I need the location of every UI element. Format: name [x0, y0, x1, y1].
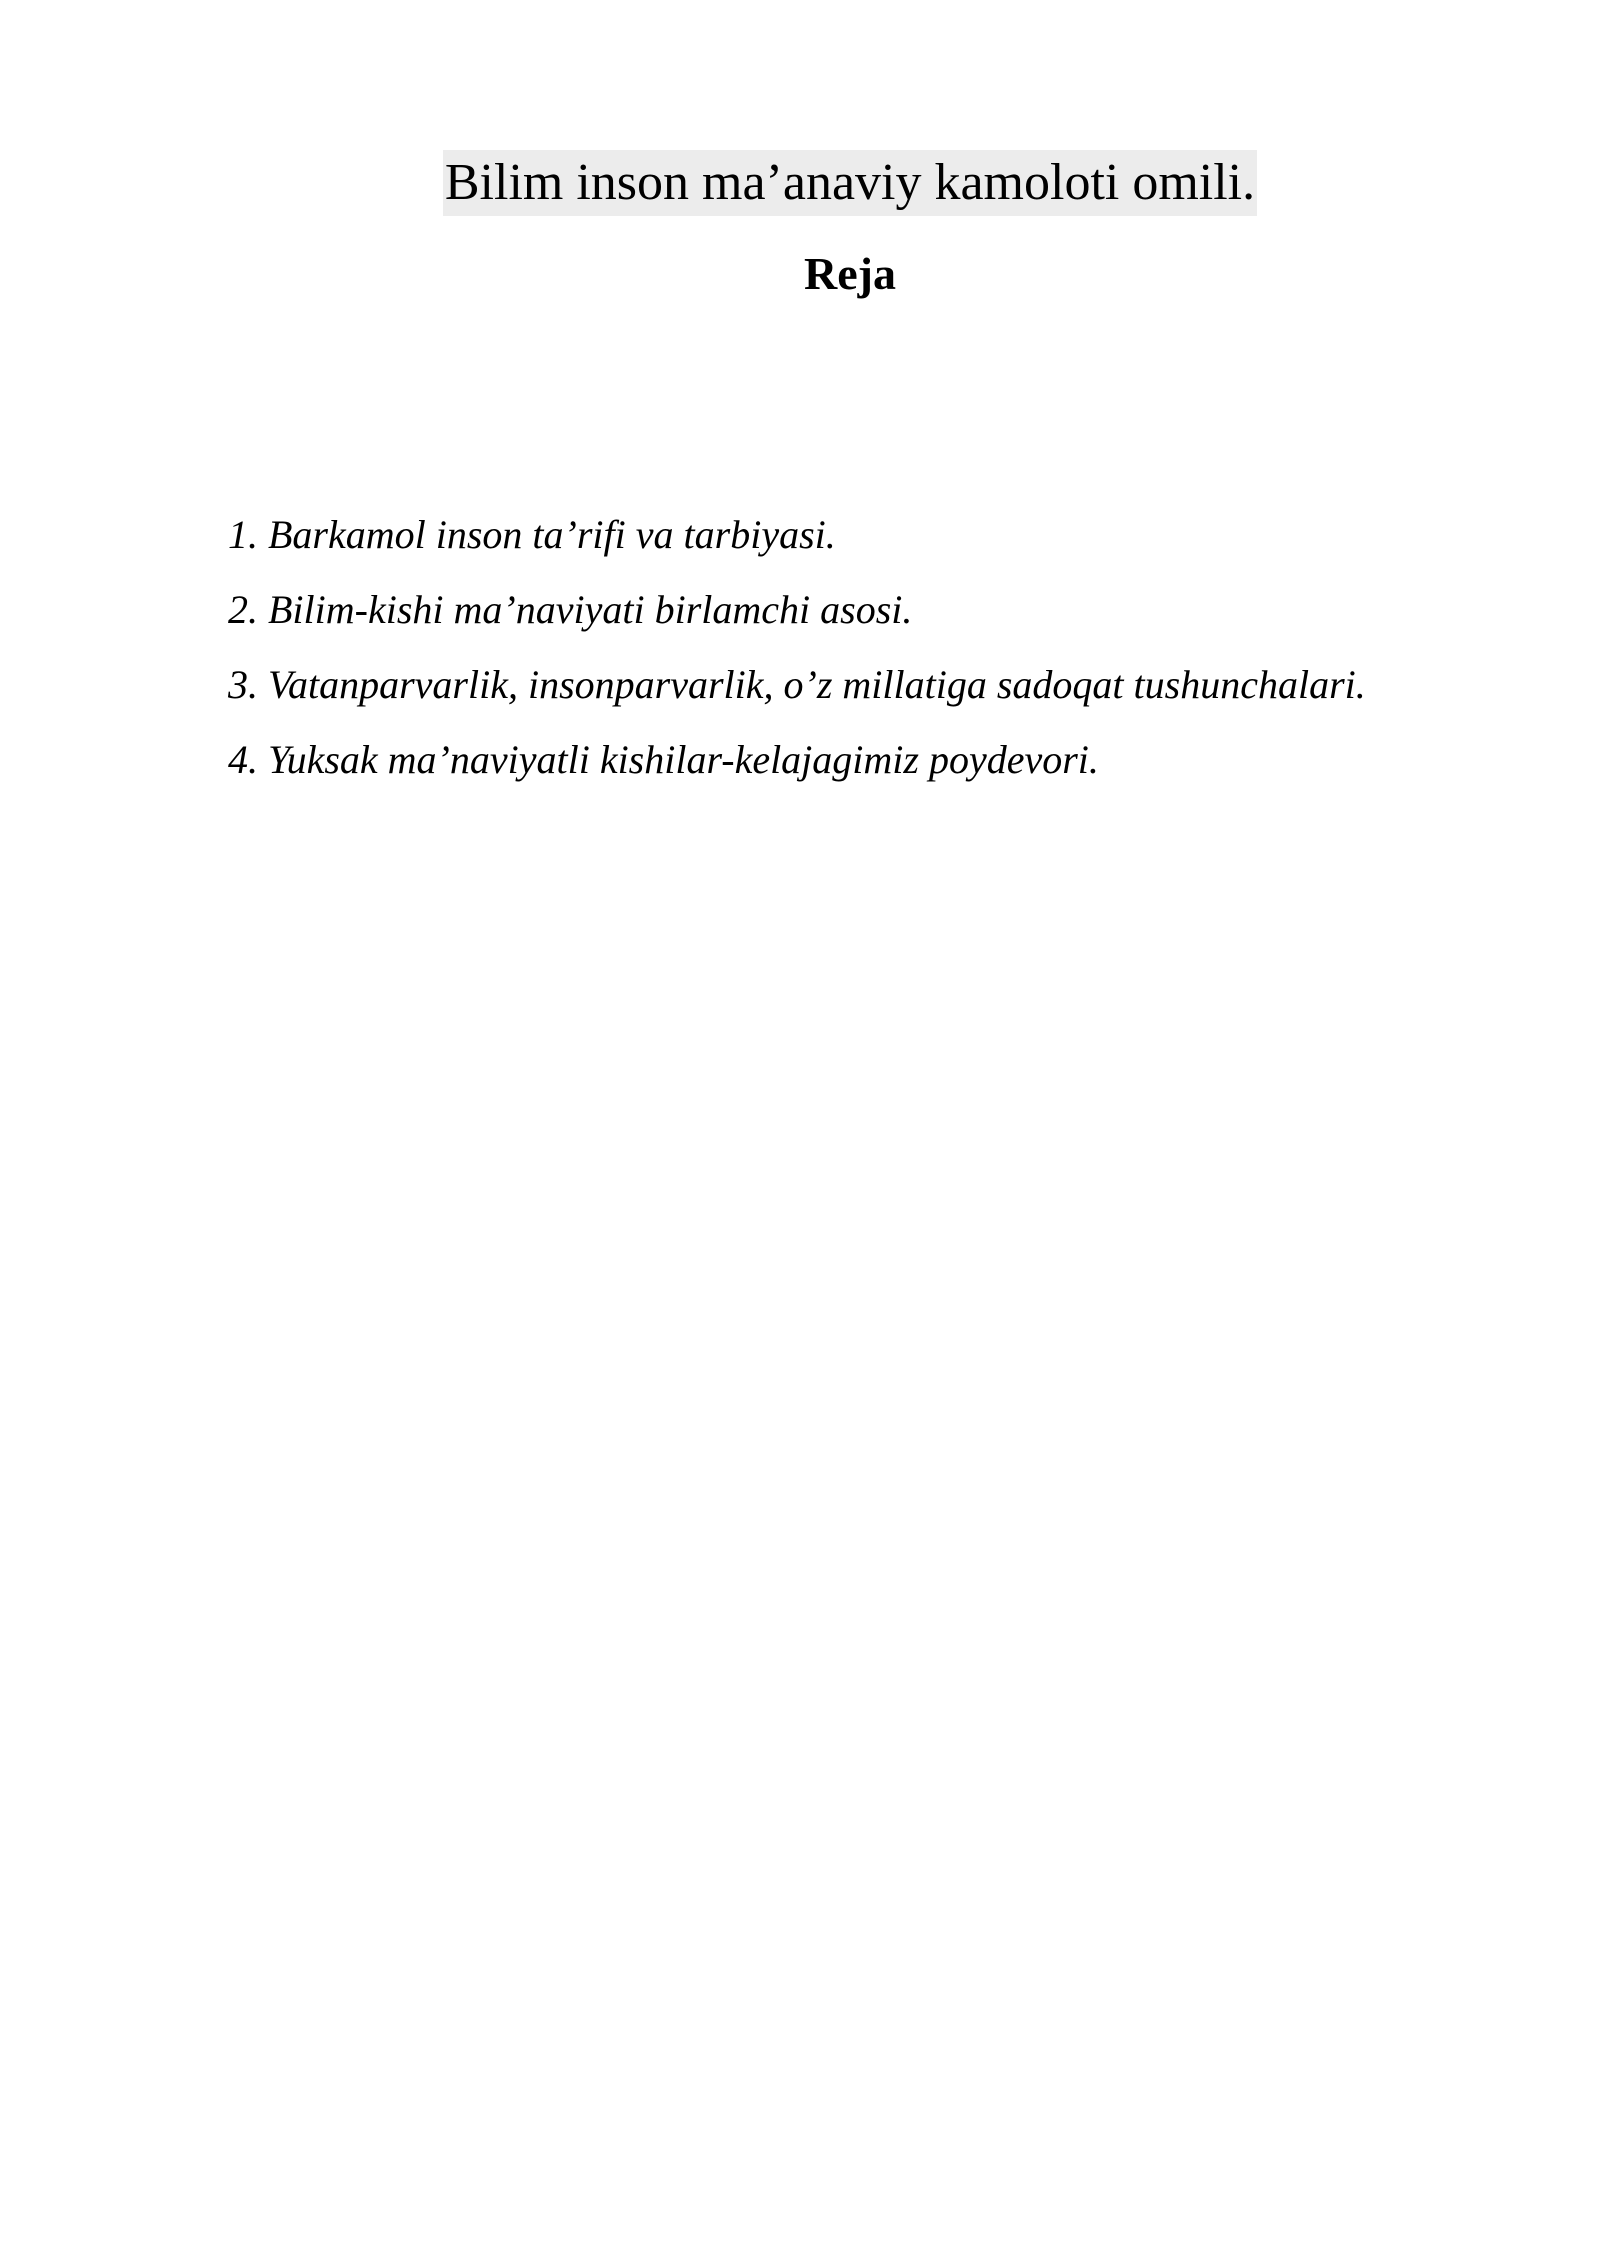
- plan-item-3: 3. Vatanparvarlik, insonparvarlik, o’z millatiga sadoqat tushunchalari.: [228, 662, 1366, 707]
- subtitle-row: [0, 246, 1600, 302]
- title-row: [0, 150, 1600, 216]
- plan-heading: Reja: [804, 248, 896, 299]
- plan-item-1: 1. Barkamol inson ta’rifi va tarbiyasi.: [228, 512, 836, 557]
- plan-item-4: 4. Yuksak ma’naviyatli kishilar-kelajagimiz poydevori.: [228, 737, 1099, 782]
- plan-list: [228, 497, 1568, 797]
- plan-item-2: 2. Bilim-kishi ma’naviyati birlamchi asosi.: [228, 587, 913, 632]
- document-title: Bilim inson ma’anaviy kamoloti omili.: [443, 150, 1257, 216]
